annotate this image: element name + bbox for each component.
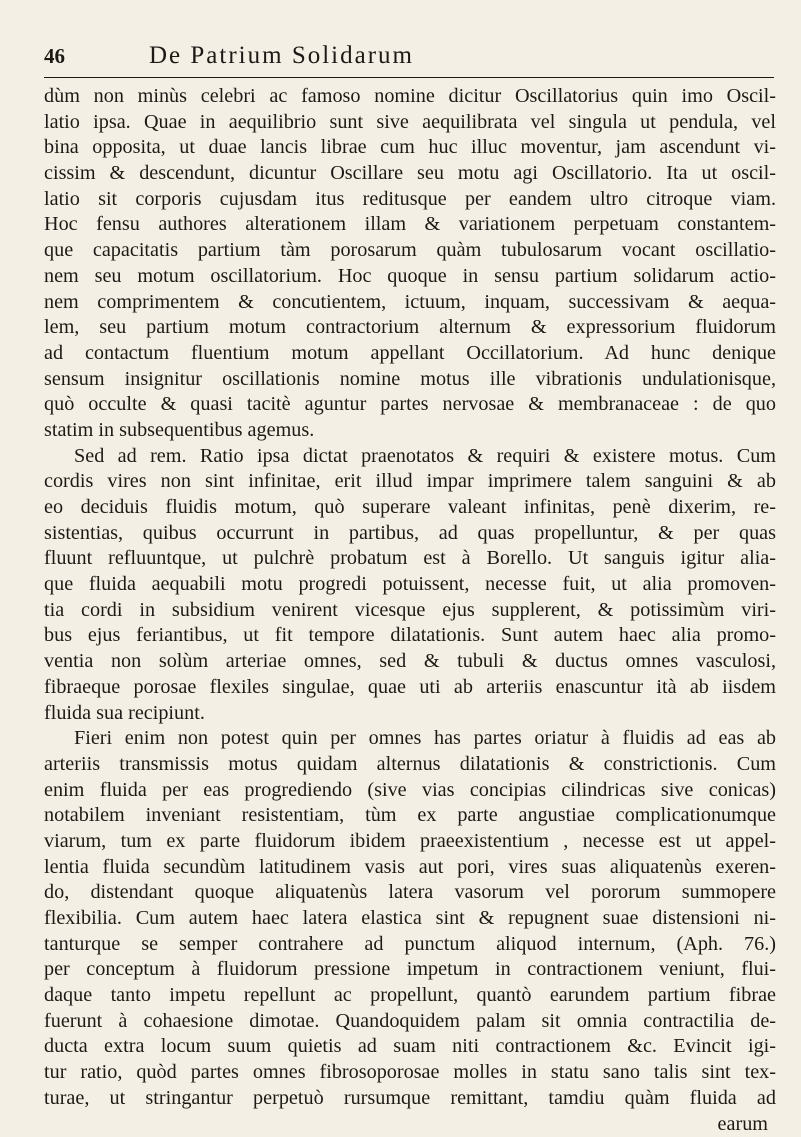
text-line: latio sit corporis cujusdam itus reditusque per eandem ultro citroque viam.: [44, 187, 776, 213]
text-line: cordis vires non sint infinitae, erit illud impar imprimere talem sanguini & ab: [44, 469, 776, 495]
text-line: do, distendant quoque aliquatenùs latera vasorum vel pororum summopere: [44, 880, 776, 906]
text-line: lem, seu partium motum contractorium alternum & expressorium fluidorum: [44, 315, 776, 341]
text-line: latio ipsa. Quae in aequilibrio sunt sive aequilibrata vel singula ut pendula, vel: [44, 110, 776, 136]
text-line: bina opposita, ut duae lancis librae cum huc illuc moventur, jam ascendunt vi-: [44, 135, 776, 161]
text-line: flexibilia. Cum autem haec latera elastica sint & repugnent suae distensioni ni-: [44, 906, 776, 932]
text-line: tur ratio, quòd partes omnes fibrosoporosae molles in statu sano talis sint tex-: [44, 1060, 776, 1086]
text-line: sensum insignitur oscillationis nomine motus ille vibrationis undulationisque,: [44, 367, 776, 393]
text-line: tia cordi in subsidium venirent vicesque ejus supplerent, & potissimùm viri-: [44, 598, 776, 624]
text-line: lentia fluida secundùm latitudinem vasis aut pori, vires suas aliquatenùs exeren-: [44, 855, 776, 881]
text-line: viarum, tum ex parte fluidorum ibidem praeexistentium , necesse est ut appel-: [44, 829, 776, 855]
text-line: fluida sua recipiunt.: [44, 701, 776, 727]
page-number: 46: [44, 44, 65, 69]
text-line: Hoc fensu authores alterationem illam & variationem perpetuam constantem-: [44, 212, 776, 238]
text-line: tanturque se semper contrahere ad punctum aliquod internum, (Aph. 76.): [44, 932, 776, 958]
text-line: arteriis transmissis motus quidam alternus dilatationis & constrictionis. Cum: [44, 752, 776, 778]
text-line: nem comprimentem & concutientem, ictuum, inquam, successivam & aequa-: [44, 290, 776, 316]
text-line: Sed ad rem. Ratio ipsa dictat praenotatos & requiri & existere motus. Cum: [44, 444, 776, 470]
text-line: nem seu motum oscillatorium. Hoc quoque in sensu partium solidarum actio-: [44, 264, 776, 290]
text-line: fluunt refluuntque, ut pulchrè probatum est à Borello. Ut sanguis igitur alia-: [44, 546, 776, 572]
text-line: statim in subsequentibus agemus.: [44, 418, 776, 444]
text-line: sistentias, quibus occurrunt in partibus, ad quas propelluntur, & per quas: [44, 521, 776, 547]
body-text: [44, 84, 776, 1137]
text-line: fuerunt à cohaesione dimotae. Quandoquidem palam sit omnia contractilia de-: [44, 1009, 776, 1035]
text-line: notabilem inveniant resistentiam, tùm ex parte angustiae complicationumque: [44, 803, 776, 829]
text-line: daque tanto impetu repellunt ac propellunt, quantò earundem partium fibrae: [44, 983, 776, 1009]
page-header: [44, 42, 774, 74]
text-line: per conceptum à fluidorum pressione impetum in contractionem veniunt, flui-: [44, 957, 776, 983]
catchword: earum: [44, 1112, 776, 1137]
text-line: Fieri enim non potest quin per omnes has partes oriatur à fluidis ad eas ab: [44, 726, 776, 752]
text-line: bus ejus feriantibus, ut fit tempore dilatationis. Sunt autem haec alia promo-: [44, 623, 776, 649]
text-line: fibraeque porosae flexiles singulae, quae uti ab arteriis enascuntur ità ab iisdem: [44, 675, 776, 701]
text-line: turae, ut stringantur perpetuò rursumque remittant, tamdiu quàm fluida ad: [44, 1086, 776, 1112]
running-title: De Patrium Solidarum: [149, 42, 414, 70]
text-line: enim fluida per eas progrediendo (sive vias concipias cilindricas sive conicas): [44, 778, 776, 804]
text-line: que fluida aequabili motu progredi potuissent, necesse fuit, ut alia promoven-: [44, 572, 776, 598]
text-line: eo deciduis fluidis motum, quò superare valeant infinitas, penè dixerim, re-: [44, 495, 776, 521]
text-line: ducta extra locum suum quietis ad suam niti contractionem &c. Evincit igi-: [44, 1034, 776, 1060]
header-rule: [44, 77, 774, 78]
text-line: dùm non minùs celebri ac famoso nomine dicitur Oscillatorius quin imo Oscil-: [44, 84, 776, 110]
text-line: cissim & descendunt, dicuntur Oscillare seu motu agi Oscillatorio. Ita ut oscil-: [44, 161, 776, 187]
text-line: ventia non solùm arteriae omnes, sed & tubuli & ductus omnes vasculosi,: [44, 649, 776, 675]
text-line: quò occulte & quasi tacitè aguntur partes nervosae & membranaceae : de quo: [44, 392, 776, 418]
text-line: que capacitatis partium tàm porosarum quàm tubulosarum vocant oscillatio-: [44, 238, 776, 264]
text-line: ad contactum fluentium motum appellant Occillatorium. Ad hunc denique: [44, 341, 776, 367]
